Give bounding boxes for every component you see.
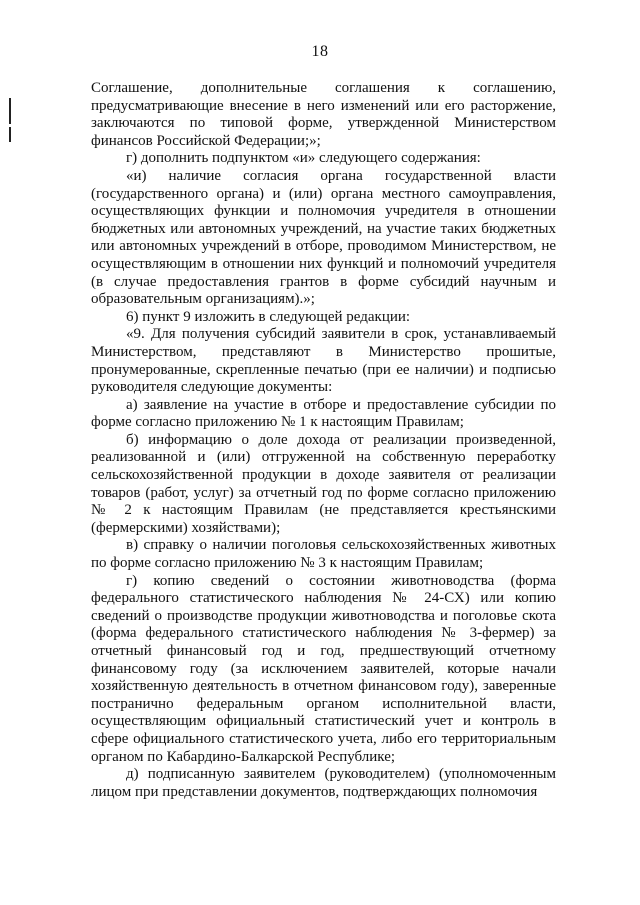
paragraph-doc-b: б) информацию о доле дохода от реализации произведенной, реализованной и (или) отгруженной на собственную переработку сельскохозяйственной продукции в доходе заявителя от реализации товаров (работ, услуг) за отчетный год по форме согласно приложению № 2 к настоящим Правилам (не представляется крестьянскими (фермерскими) хозяйствами); (91, 431, 556, 536)
margin-change-bar (9, 98, 11, 124)
paragraph-doc-a: а) заявление на участие в отборе и предоставление субсидии по форме согласно приложению № 1 к настоящим Правилам; (91, 396, 556, 431)
paragraph-point-9: «9. Для получения субсидий заявители в срок, устанавливаемый Министерством, представляют в Министерство прошитые, пронумерованные, скрепленные печатью (при ее наличии) и подписью руководителя следующие документы: (91, 326, 556, 396)
document-body (91, 80, 556, 801)
page-number: 18 (311, 43, 329, 60)
paragraph-doc-g: г) копию сведений о состоянии животноводства (форма федерального статистического наблюдения № 24-СХ) или копию сведений о производстве продукции животноводства и поголовье скота (форма федерального статистического наблюдения № 3-фермер) за отчетный финансовый год и год, предшествующий отчетному финансовому году (за исключением заявителей, которые начали хозяйственную деятельность в отчетном финансовом году), заверенные постранично федеральным органом исполнительной власти, осуществляющим официальный статистический учет и контроль в сфере официального статистического учета, либо его территориальным органом по Кабардино-Балкарской Республике; (91, 572, 556, 765)
paragraph-doc-d: д) подписанную заявителем (руководителем) (уполномоченным лицом при представлении документов, подтверждающих полномочия (91, 766, 556, 800)
paragraph-doc-v: в) справку о наличии поголовья сельскохозяйственных животных по форме согласно приложению № 3 к настоящим Правилам; (91, 537, 556, 572)
paragraph-item-g-intro: г) дополнить подпунктом «и» следующего содержания: (126, 150, 481, 167)
paragraph-soglashenie-clause: Соглашение, дополнительные соглашения к соглашению, предусматривающие внесение в него изменений или его расторжение, заключаются по типовой форме, утвержденной Министерством финансов Российской Федерации;»; (91, 80, 556, 149)
margin-change-bar (9, 127, 11, 142)
paragraph-subitem-i: «и) наличие согласия органа государственной власти (государственного органа) и (или) органа местного самоуправления, осуществляющих функции и полномочия учредителя в отношении бюджетных или автономных учреждений, на участие таких бюджетных или автономных учреждений в отборе, проводимом Министерством, не осуществляющим в отношении них функций и полномочий учредителя (в случае предоставления грантов в форме субсидий научным и образовательным организациям).»; (91, 167, 556, 308)
paragraph-item-6-intro: 6) пункт 9 изложить в следующей редакции: (126, 308, 411, 325)
